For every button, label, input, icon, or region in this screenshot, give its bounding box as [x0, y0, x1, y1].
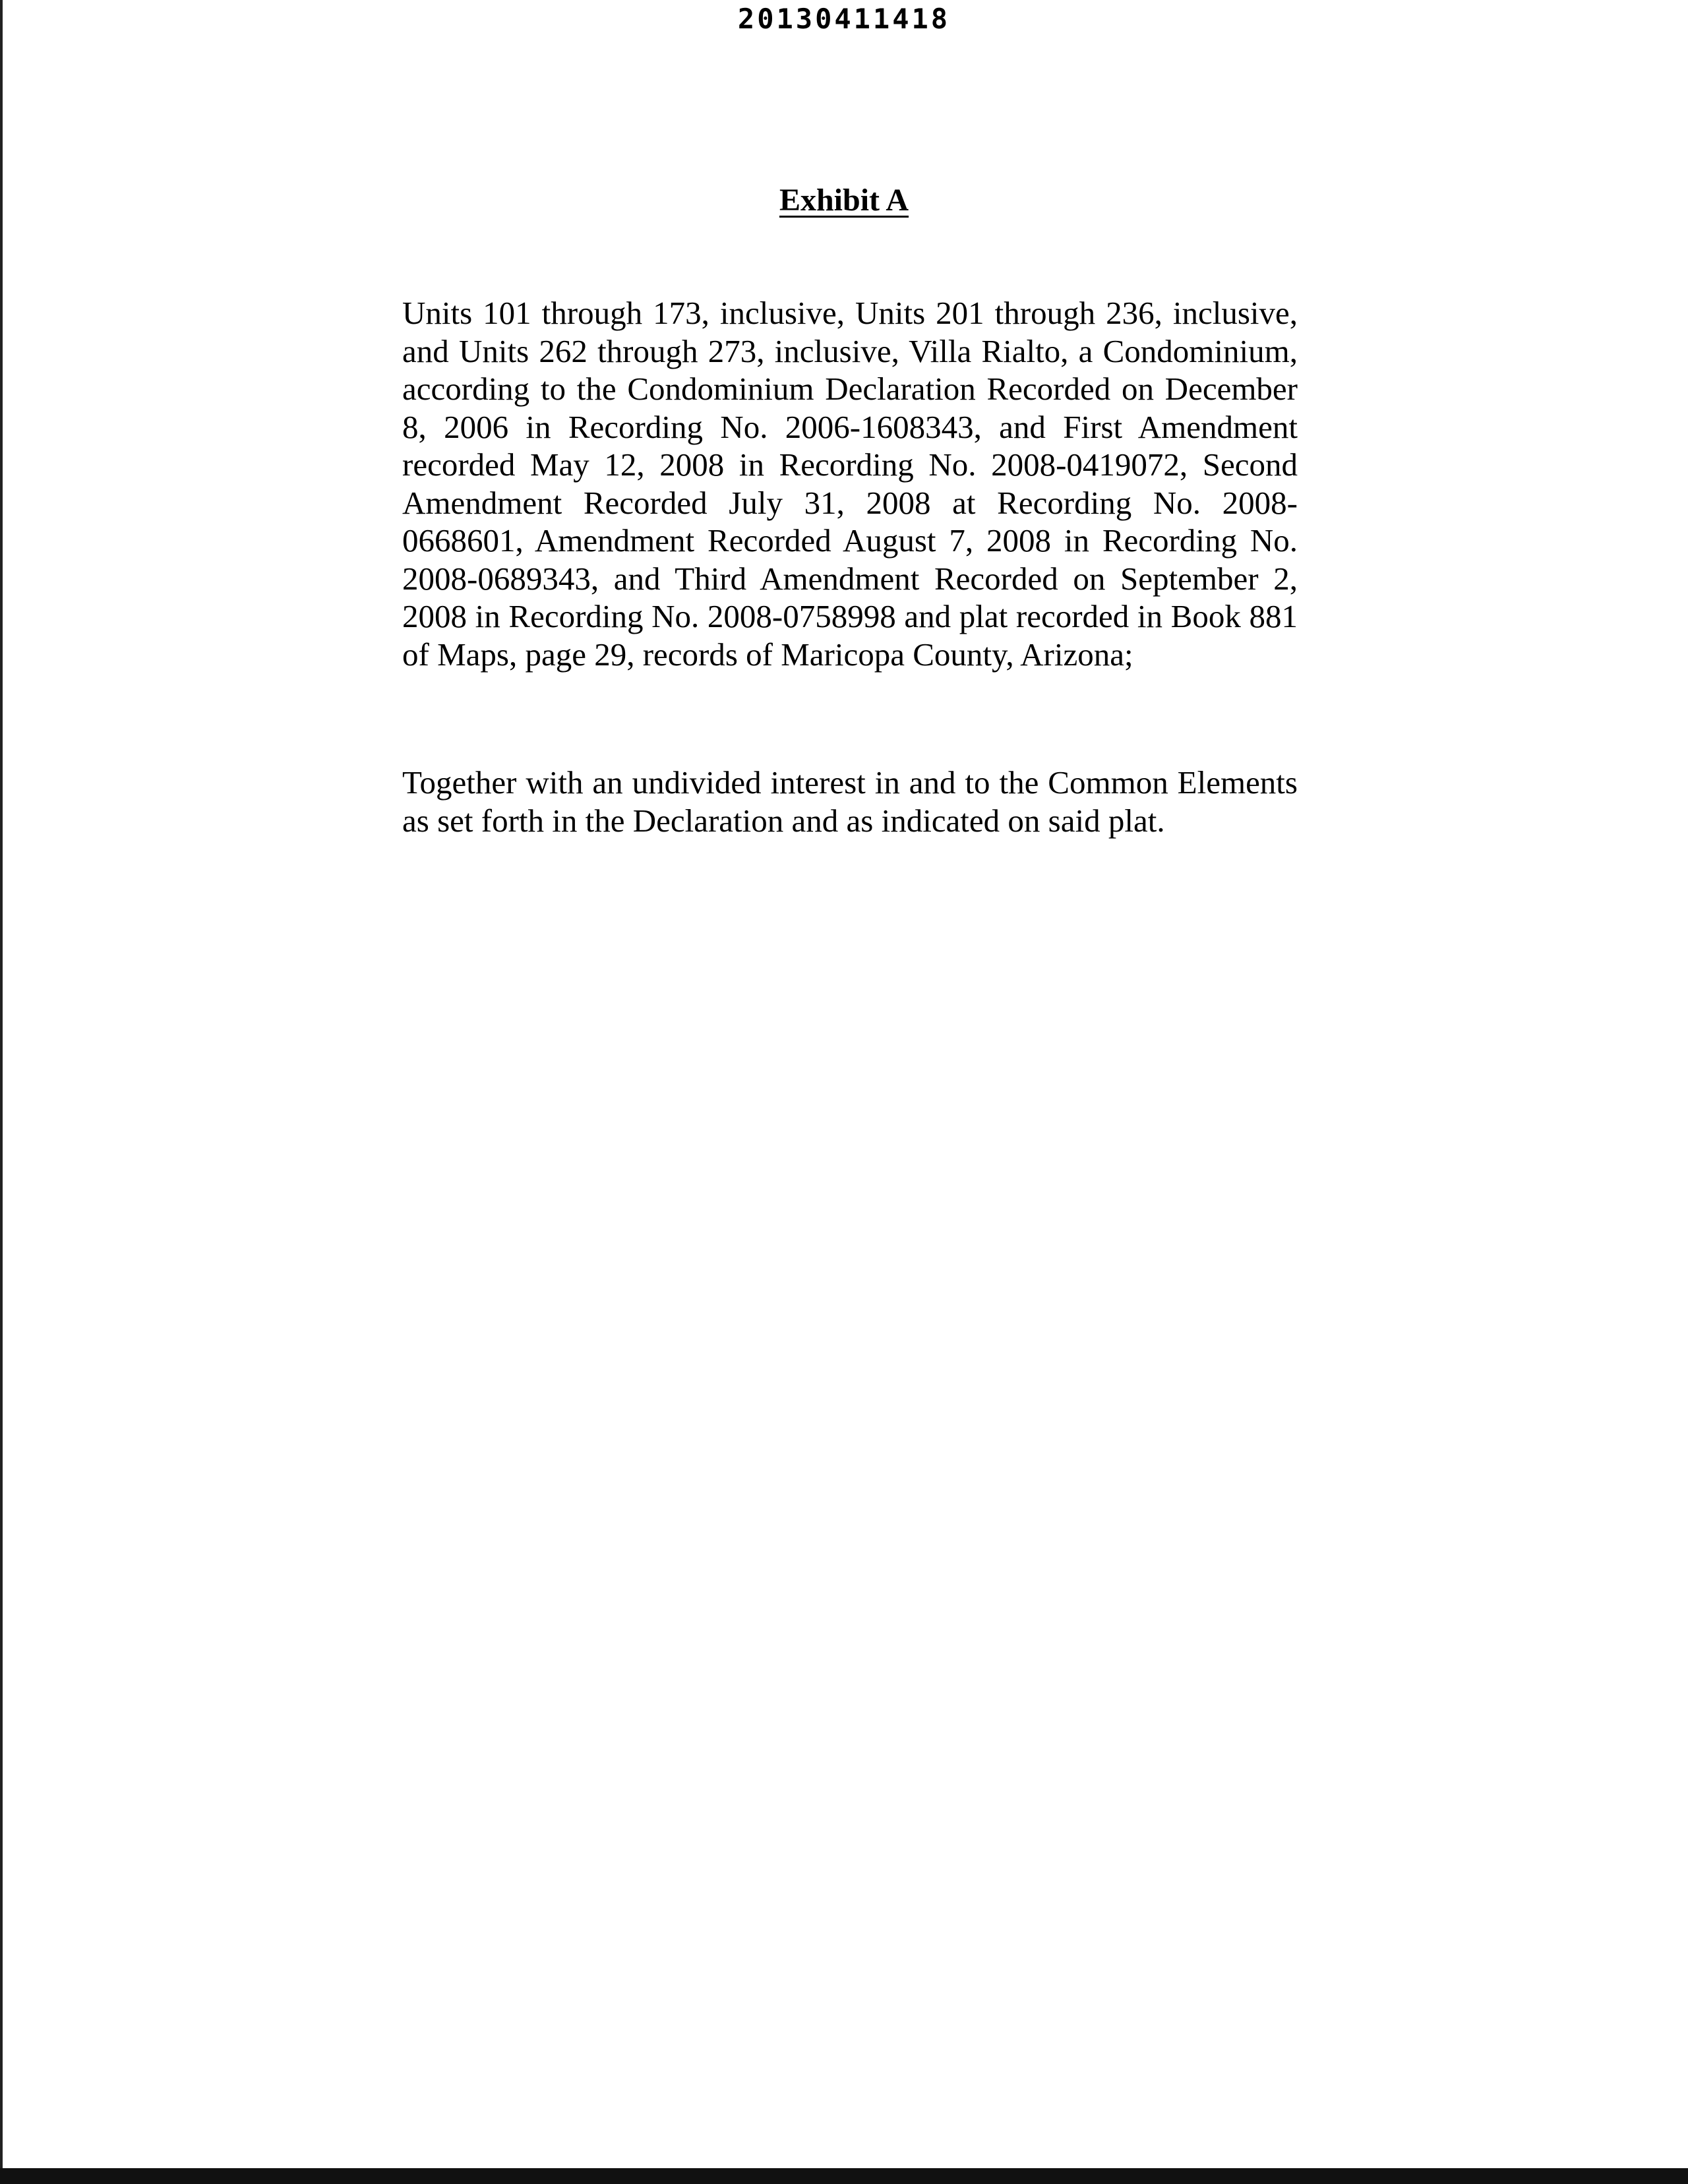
recording-number: 20130411418 [737, 3, 951, 35]
page-left-edge [0, 0, 3, 2168]
legal-description-paragraph: Units 101 through 173, inclusive, Units 201 through 236, inclusive, and Units 262 through 273, inclusive, Villa Rialto, a Condominium, according to the Condominium Declaration Recorded on December 8, 2006 in Recording No. 2006-1608343, and First Amendment recorded May 12, 2008 in Recording No. 2008-0419072, Second Amendment Recorded July 31, 2008 at Recording No. 2008-0668601, Amendment Recorded August 7, 2008 in Recording No. 2008-0689343, and Third Amendment Recorded on September 2, 2008 in Recording No. 2008-0758998 and plat recorded in Book 881 of Maps, page 29, records of Maricopa County, Arizona; [402, 295, 1298, 673]
exhibit-title: Exhibit A [779, 183, 909, 218]
page-bottom-edge [0, 2168, 1688, 2184]
common-elements-paragraph: Together with an undivided interest in and to the Common Elements as set forth in the Declaration and as indicated on said plat. [402, 764, 1298, 839]
